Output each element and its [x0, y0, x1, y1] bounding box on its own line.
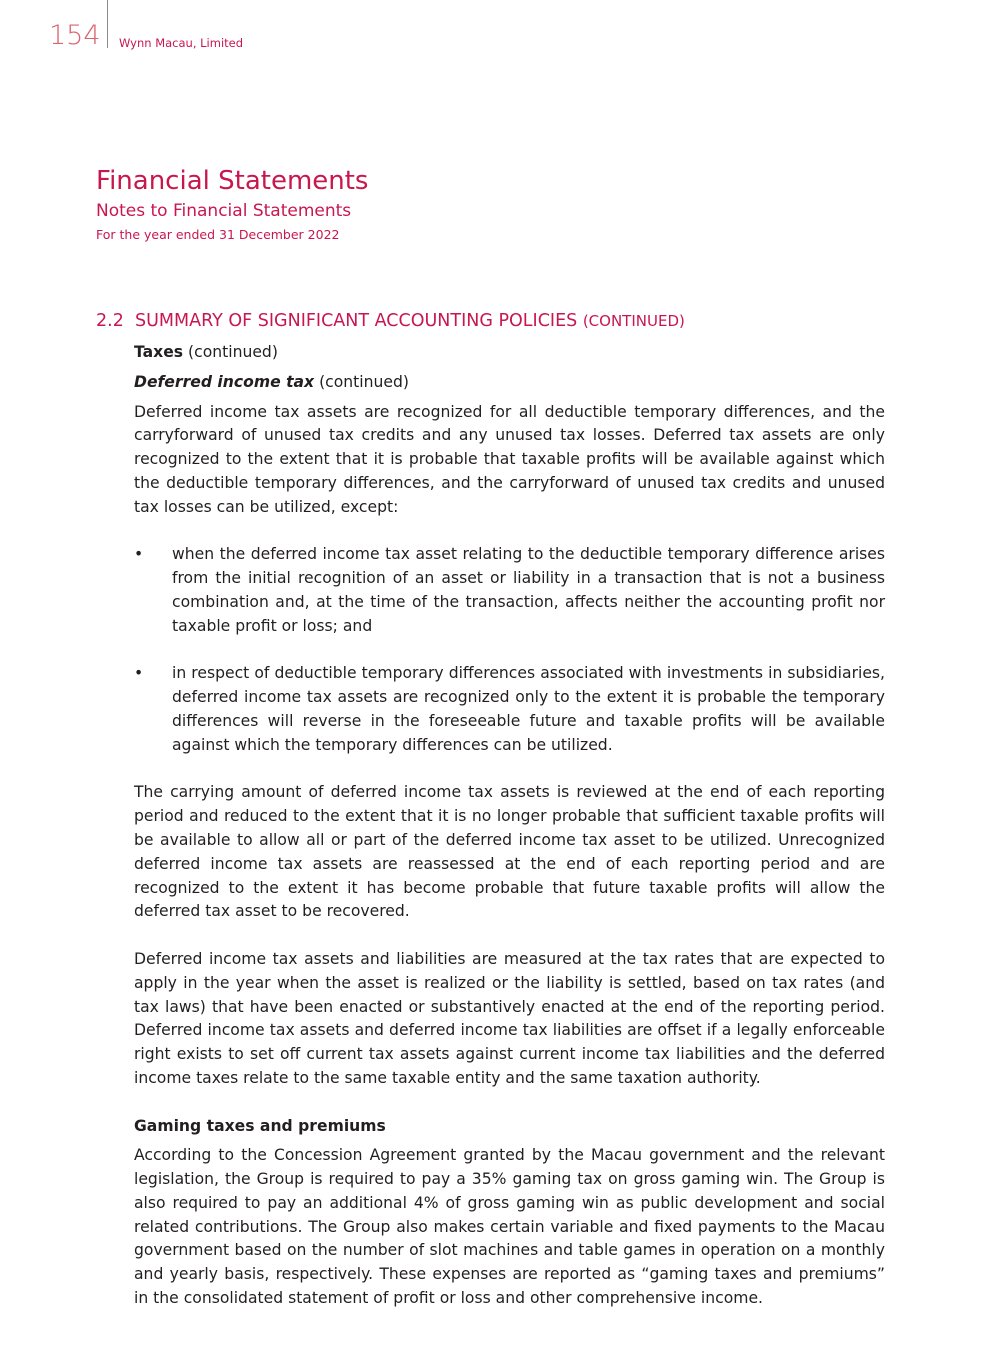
list-item-text: in respect of deductible temporary differences associated with investments in subsidiaries, deferred income tax assets are recognized only to the extent it is probable the temporary differences will reverse in the foreseeable future and taxable profits will be available against which the temporary differences can be utilized.	[172, 664, 885, 754]
page-number: 154	[49, 20, 101, 51]
paragraph: Deferred income tax assets are recognized for all deductible temporary differences, and the carryforward of unused tax credits and any unused tax losses. Deferred tax assets are only recognized to the extent that it is probable that taxable profits will be available against which the deductible temporary differences, and the carryforward of unused tax credits and unused tax losses can be utilized, except:	[134, 402, 885, 516]
list-item-text: when the deferred income tax asset relating to the deductible temporary difference arises from the initial recognition of an asset or liability in a transaction that is not a business combination and, at the time of the transaction, affects neither the accounting profit nor taxable profit or loss; and	[172, 545, 885, 635]
paragraph: Deferred income tax assets and liabilities are measured at the tax rates that are expected to apply in the year when the asset is realized or the liability is settled, based on tax rates (and tax laws) that have been enacted or substantively enacted at the end of the reporting period. Deferred income tax assets and deferred income tax liabilities are offset if a legally enforceable right exists to set off current tax assets against current income tax liabilities and the deferred income taxes relate to the same taxable entity and the same taxation authority.	[134, 949, 885, 1087]
section-heading	[96, 311, 685, 331]
bullet-icon: •	[134, 545, 144, 564]
section-number: 2.2	[96, 311, 124, 331]
list-item	[134, 543, 885, 638]
deferred-continued: (continued)	[319, 372, 409, 391]
taxes-heading	[134, 341, 885, 365]
paragraph: According to the Concession Agreement granted by the Macau government and the relevant legislation, the Group is required to pay a 35% gaming tax on gross gaming win. The Group is also required to pay an additional 4% of gross gaming win as public development and social related contributions. The Group also makes certain variable and fixed payments to the Macau government based on the number of slot machines and table games in operation on a monthly and yearly basis, respectively. These expenses are reported as “gaming taxes and premiums” in the consolidated statement of profit or loss and other comprehensive income.	[134, 1146, 885, 1308]
section-title: SUMMARY OF SIGNIFICANT ACCOUNTING POLICIES	[134, 311, 578, 331]
company-name: Wynn Macau, Limited	[119, 36, 244, 50]
taxes-heading-label: Taxes	[134, 343, 184, 361]
page-title: Financial Statements	[96, 166, 369, 196]
paragraph: The carrying amount of deferred income tax assets is reviewed at the end of each reporting period and reduced to the extent that it is no longer probable that sufficient taxable profits will be available to allow all or part of the deferred income tax asset to be utilized. Unrecognized deferred income tax assets are reassessed at the end of each reporting period and are recognized to the extent it has become probable that future taxable profits will allow the deferred tax asset to be recovered.	[134, 783, 885, 921]
list-item	[134, 662, 885, 757]
bullet-icon: •	[134, 664, 144, 683]
gaming-heading-label: Gaming taxes and premiums	[134, 1116, 386, 1135]
period-label: For the year ended 31 December 2022	[96, 227, 340, 242]
deferred-heading	[134, 371, 885, 395]
page-subtitle: Notes to Financial Statements	[96, 201, 352, 221]
taxes-continued: (continued)	[188, 343, 278, 361]
deferred-heading-label: Deferred income tax	[134, 372, 315, 391]
header-divider	[107, 0, 108, 48]
body-text	[134, 341, 885, 1311]
gaming-heading	[134, 1115, 885, 1139]
section-continued: (CONTINUED)	[582, 312, 685, 330]
